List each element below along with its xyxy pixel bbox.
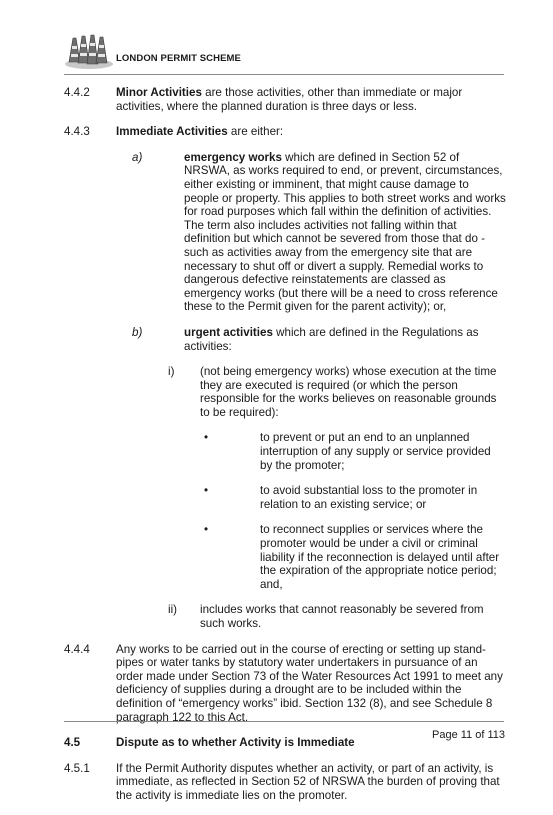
bullet-item: [64, 484, 506, 511]
bullet-item: [64, 431, 506, 472]
section-number: 4.4.2: [64, 86, 90, 99]
section-number: 4.4.3: [64, 125, 90, 139]
bullet-text: to reconnect supplies or services where the promoter would be under a civil or criminal liability if the reconnection is delayed until after the expiration of the appropriate notice period; and,: [260, 523, 500, 591]
bullet-text: to avoid substantial loss to the promoter in relation to an existing service; or: [260, 484, 478, 511]
defined-term: Minor Activities: [116, 86, 202, 99]
item-text: which are defined in the Regulations as activities:: [184, 325, 479, 353]
defined-term: urgent activities: [184, 325, 273, 339]
bullet-text: to prevent or put an end to an unplanned interruption of any supply or service provided by the promoter;: [260, 431, 491, 472]
item-marker: b): [132, 325, 143, 339]
section-number: 4.5: [64, 736, 81, 750]
section-text: Any works to be carried out in the course of erecting or setting up stand-pipes or water tanks by statutory water undertakers in pursuance of an order made under Section 73 of the Water Resources Act 1991 to meet any deficiency of supplies during a drought are to be included within the definition of “emergency works” ibid. Section 132 (8), and see Schedule 8 paragraph 122 to this Act.: [116, 642, 503, 724]
bullet-icon: •: [204, 484, 209, 498]
section-4-4-4: [64, 643, 506, 725]
defined-term: Immediate Activities: [116, 125, 228, 139]
bullet-item: [64, 523, 506, 591]
traffic-cones-logo-icon: [64, 26, 114, 70]
bullet-icon: •: [204, 431, 209, 445]
section-title: Dispute as to whether Activity is Immediate: [116, 736, 355, 750]
item-text: which are defined in Section 52 of NRSWA, as works required to end, or prevent, circumstances, either existing or imminent, that might cause damage to people or property. This applies to both street works and works for road purposes which fall within the definition of activities. The term also includes activities not falling within that definition but which cannot be severed from those that do - such as activities away from the emergency site that are necessary to shut off or divert a supply. Remedial works to dangerous defective reinstatements are classed as emergency works (but there will be a need to cross reference these to the Permit given for the parent activity); or,: [184, 150, 506, 314]
item-b-urgent-activities: [64, 326, 506, 353]
section-text: are those activities, other than immediate or major activities, where the planned duration is three days or less.: [116, 86, 463, 113]
item-text: (not being emergency works) whose execution at the time they are executed is required (or which the person responsible for the works believes on reasonable grounds to be required):: [200, 365, 497, 419]
section-4-4-3: [64, 125, 506, 139]
page-header: [64, 26, 504, 70]
item-a-emergency-works: [64, 151, 506, 314]
item-marker: i): [168, 365, 175, 379]
section-text: are either:: [227, 125, 284, 139]
item-b-ii: [64, 603, 506, 630]
bullet-icon: •: [204, 523, 209, 537]
item-marker: ii): [168, 603, 178, 617]
document-body: [64, 86, 506, 815]
section-number: 4.4.4: [64, 642, 90, 656]
page-number: Page 11 of 113: [432, 729, 505, 741]
section-4-5-1: [64, 762, 506, 803]
header-divider: [64, 74, 504, 75]
item-marker: a): [132, 150, 143, 164]
item-text: includes works that cannot reasonably be severed from such works.: [200, 603, 484, 630]
item-b-i: [64, 365, 506, 419]
section-4-4-2: [64, 86, 506, 113]
footer-divider: [64, 721, 504, 722]
section-number: 4.5.1: [64, 761, 90, 775]
defined-term: emergency works: [184, 150, 282, 164]
organization-name: LONDON PERMIT SCHEME: [116, 53, 241, 64]
section-text: If the Permit Authority disputes whether an activity, or part of an activity, is immediate, as reflected in Section 52 of NRSWA the burden of proving that the activity is immediate lies on the promoter.: [116, 761, 500, 802]
